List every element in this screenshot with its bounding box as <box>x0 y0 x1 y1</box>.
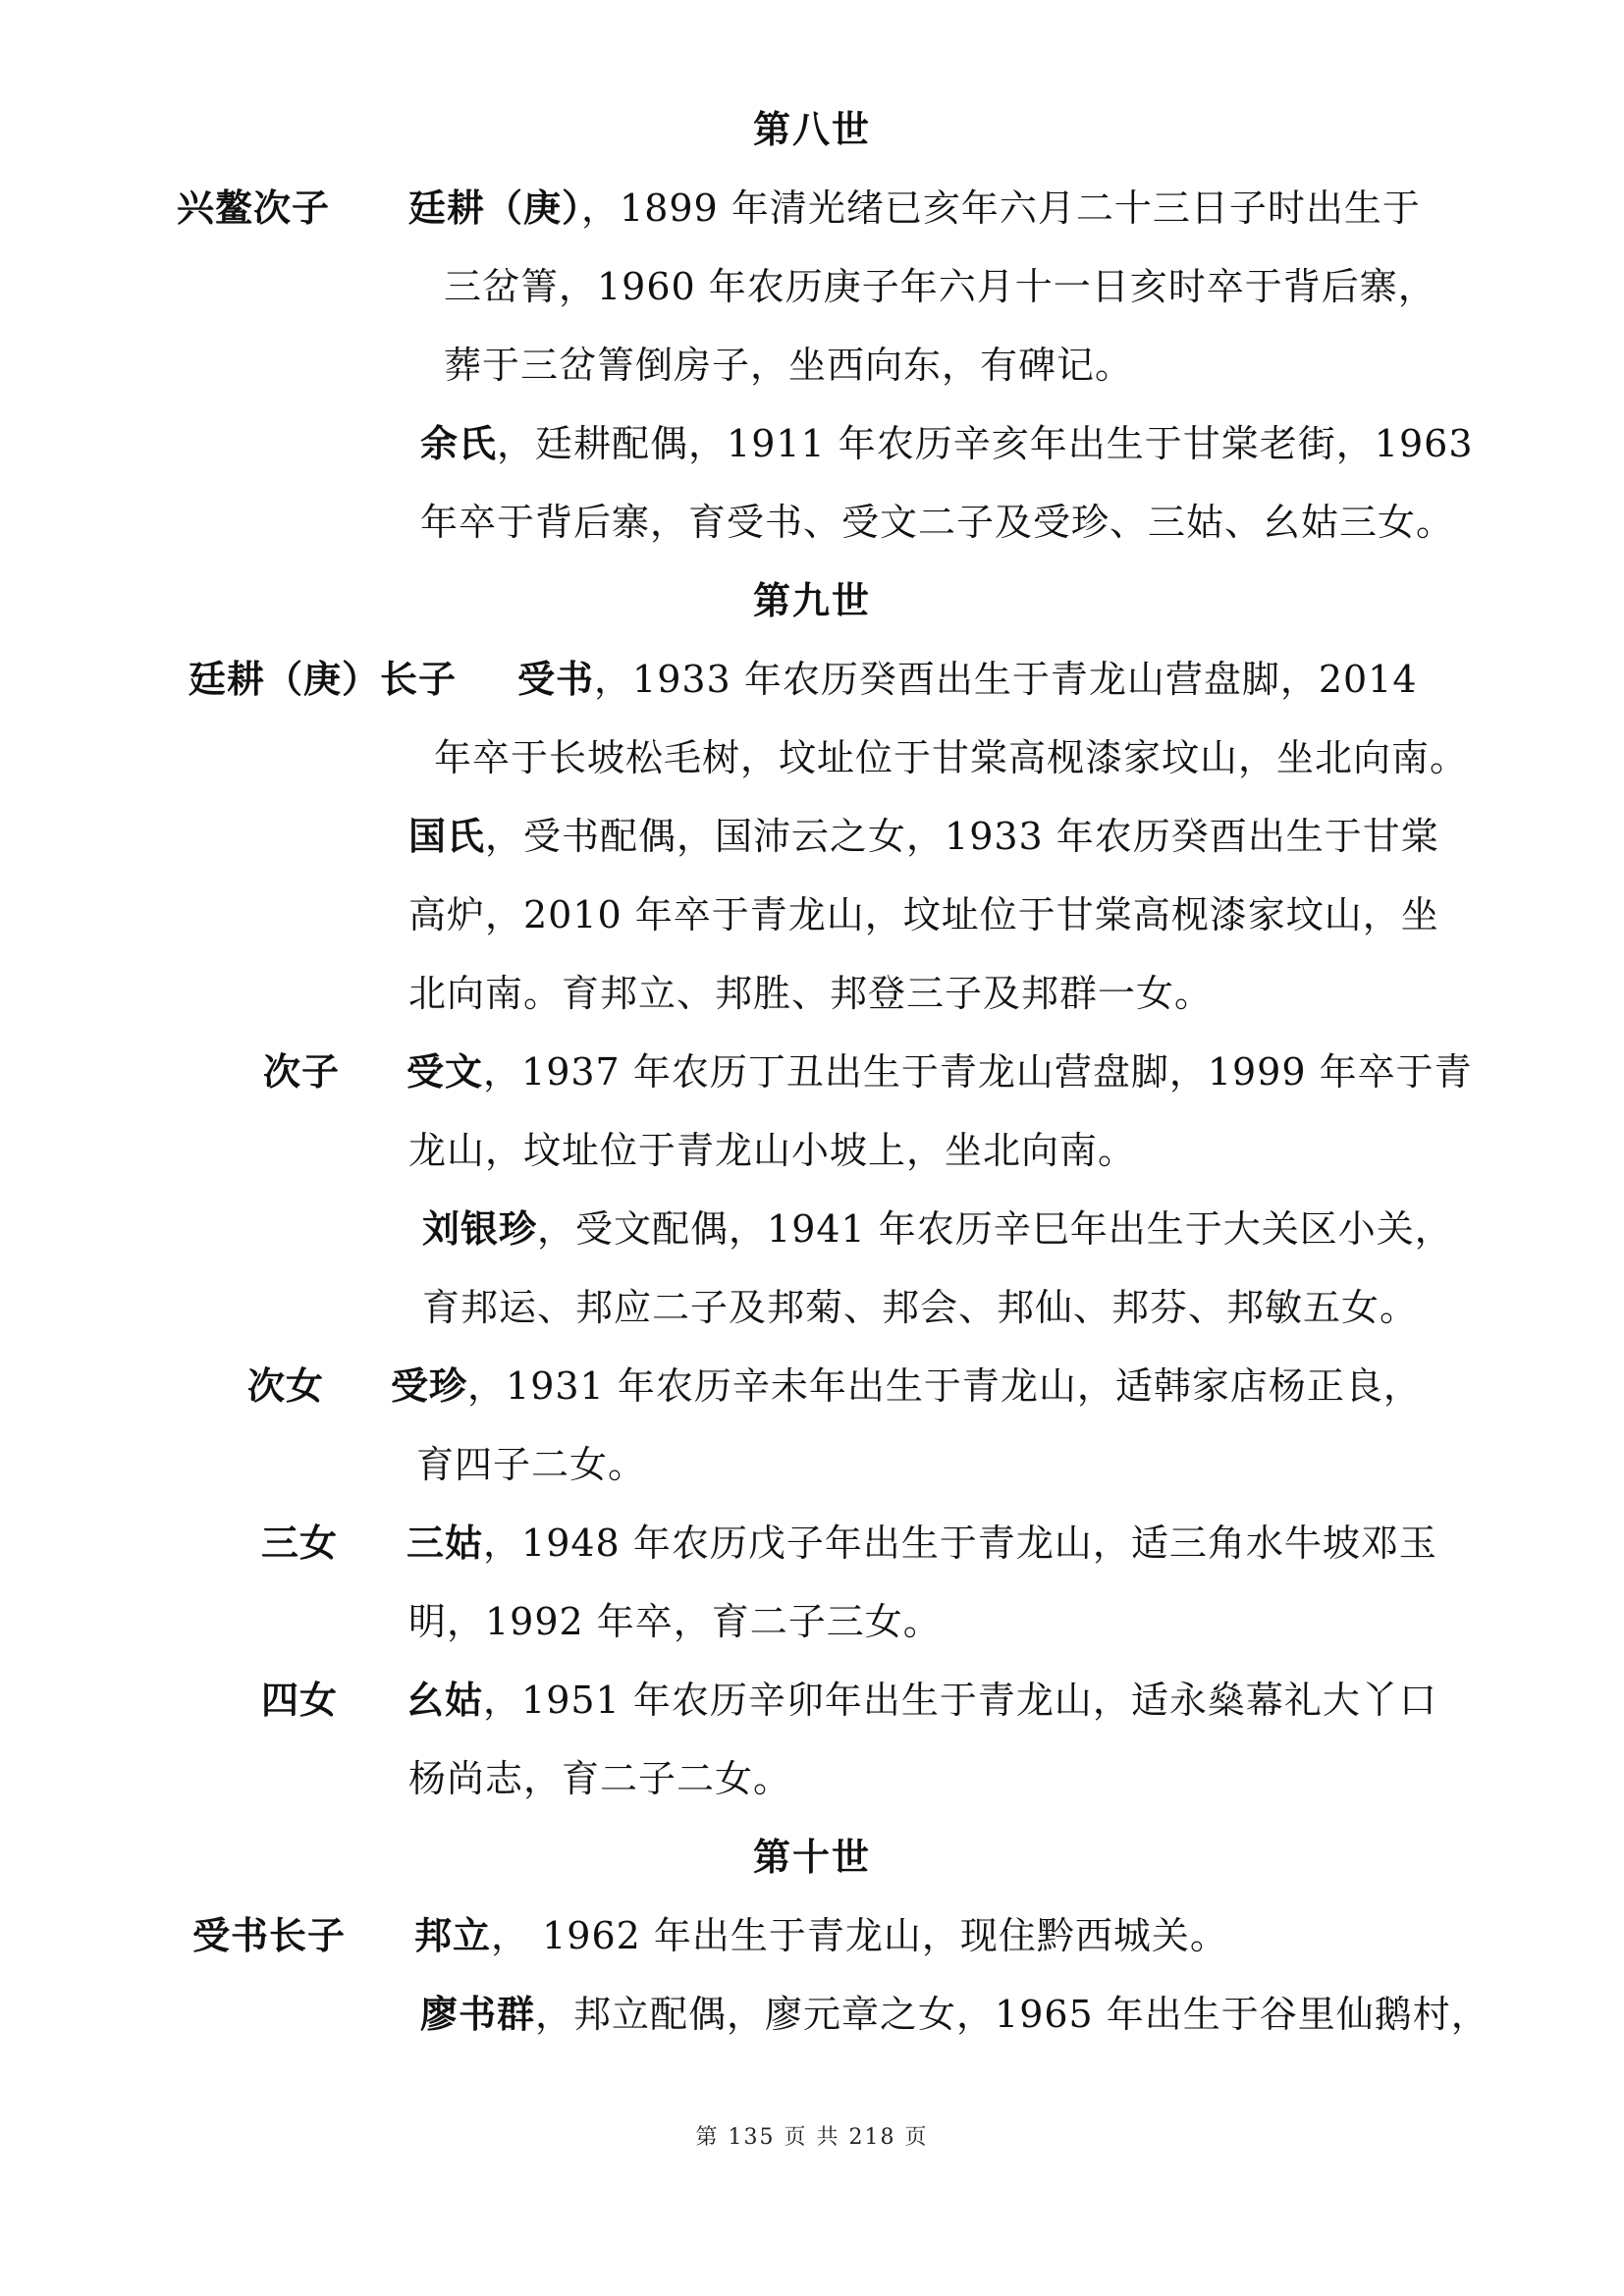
entry-shouzhen-line2: 育四子二女。 <box>416 1443 647 1486</box>
entry-liaoshuqun-line1 <box>420 1991 1489 2038</box>
person-name: 受书 <box>517 657 595 701</box>
entry-guoshi-line3: 北向南。育邦立、邦胜、邦登三子及邦群一女。 <box>408 972 1214 1015</box>
entry-text: ，1933 年农历癸酉出生于青龙山营盘脚，2014 <box>594 658 1418 701</box>
entry-text: ，受文配偶，1941 年农历辛巳年出生于大关区小关， <box>537 1207 1453 1251</box>
person-name: 国氏 <box>408 814 486 858</box>
relation-label: 三女 <box>261 1521 339 1565</box>
page-number-footer: 第 135 页 共 218 页 <box>695 2125 929 2150</box>
relation-label: 四女 <box>261 1678 339 1722</box>
entry-guoshi-line2: 高炉，2010 年卒于青龙山，坟址位于甘棠高枧漆家坟山，坐 <box>408 893 1439 936</box>
entry-tinggeng-line2: 三岔箐，1960 年农历庚子年六月十一日亥时卒于背后寨， <box>444 265 1436 308</box>
person-name: 余氏 <box>420 421 498 465</box>
entry-shoushu-line2: 年卒于长坡松毛树，坟址位于甘棠高枧漆家坟山，坐北向南。 <box>434 736 1469 779</box>
entry-sangu-line2: 明，1992 年卒，育二子三女。 <box>408 1600 942 1643</box>
person-name: 刘银珍 <box>422 1206 538 1251</box>
generation-heading-9: 第九世 <box>752 578 871 622</box>
generation-heading-8: 第八世 <box>752 107 871 151</box>
entry-text: ，1899 年清光绪已亥年六月二十三日子时出生于 <box>581 187 1421 230</box>
entry-bangli-line1 <box>192 1912 1228 1959</box>
generation-heading-10: 第十世 <box>752 1835 871 1879</box>
entry-yushi-line2: 年卒于背后寨，育受书、受文二子及受珍、三姑、幺姑三女。 <box>420 501 1455 544</box>
relation-label: 次子 <box>263 1049 341 1094</box>
person-name: 幺姑 <box>406 1678 484 1722</box>
person-name: 三姑 <box>406 1521 484 1565</box>
person-name: 廖书群 <box>420 1992 536 2036</box>
entry-liuyinzhen-line2: 育邦运、邦应二子及邦菊、邦会、邦仙、邦芬、邦敏五女。 <box>422 1286 1419 1329</box>
entry-yaogu-line2: 杨尚志，育二子二女。 <box>408 1757 792 1800</box>
entry-tinggeng-line3: 葬于三岔箐倒房子，坐西向东，有碑记。 <box>444 344 1134 387</box>
entry-liuyinzhen-line1 <box>422 1205 1453 1253</box>
entry-text: ，1931 年农历辛未年出生于青龙山，适韩家店杨正良， <box>467 1364 1422 1408</box>
entry-yushi-line1 <box>420 420 1474 467</box>
person-name: 受珍 <box>391 1363 468 1408</box>
entry-text: ，受书配偶，国沛云之女，1933 年农历癸酉出生于甘棠 <box>485 815 1439 858</box>
entry-text: ，邦立配偶，廖元章之女，1965 年出生于谷里仙鹅村， <box>535 1993 1489 2036</box>
entry-shouwen-line2: 龙山，坟址位于青龙山小坡上，坐北向南。 <box>408 1129 1137 1172</box>
entry-shoushu-line1 <box>189 656 1418 703</box>
person-name: 廷耕（庚） <box>408 186 582 230</box>
entry-yaogu-line1 <box>261 1677 1437 1724</box>
entry-sangu-line1 <box>261 1520 1437 1567</box>
entry-shouzhen-line1 <box>247 1362 1422 1410</box>
person-name: 邦立 <box>414 1913 492 1957</box>
entry-guoshi-line1 <box>408 813 1439 860</box>
entry-text: ， 1962 年出生于青龙山，现住黔西城关。 <box>491 1914 1228 1957</box>
relation-label: 廷耕（庚）长子 <box>189 657 458 701</box>
entry-text: ，1948 年农历戊子年出生于青龙山，适三角水牛坡邓玉 <box>483 1522 1437 1565</box>
entry-text: ，1937 年农历丁丑出生于青龙山营盘脚，1999 年卒于青 <box>483 1050 1473 1094</box>
relation-label: 受书长子 <box>192 1913 347 1957</box>
entry-tinggeng-line1 <box>177 185 1421 232</box>
relation-label: 兴鳌次子 <box>177 186 331 230</box>
entry-shouwen-line1 <box>263 1048 1473 1095</box>
entry-text: ，1951 年农历辛卯年出生于青龙山，适永燊幕礼大丫口 <box>483 1679 1437 1722</box>
person-name: 受文 <box>406 1049 484 1094</box>
relation-label: 次女 <box>247 1363 325 1408</box>
entry-text: ，廷耕配偶，1911 年农历辛亥年出生于甘棠老街，1963 <box>497 422 1474 465</box>
